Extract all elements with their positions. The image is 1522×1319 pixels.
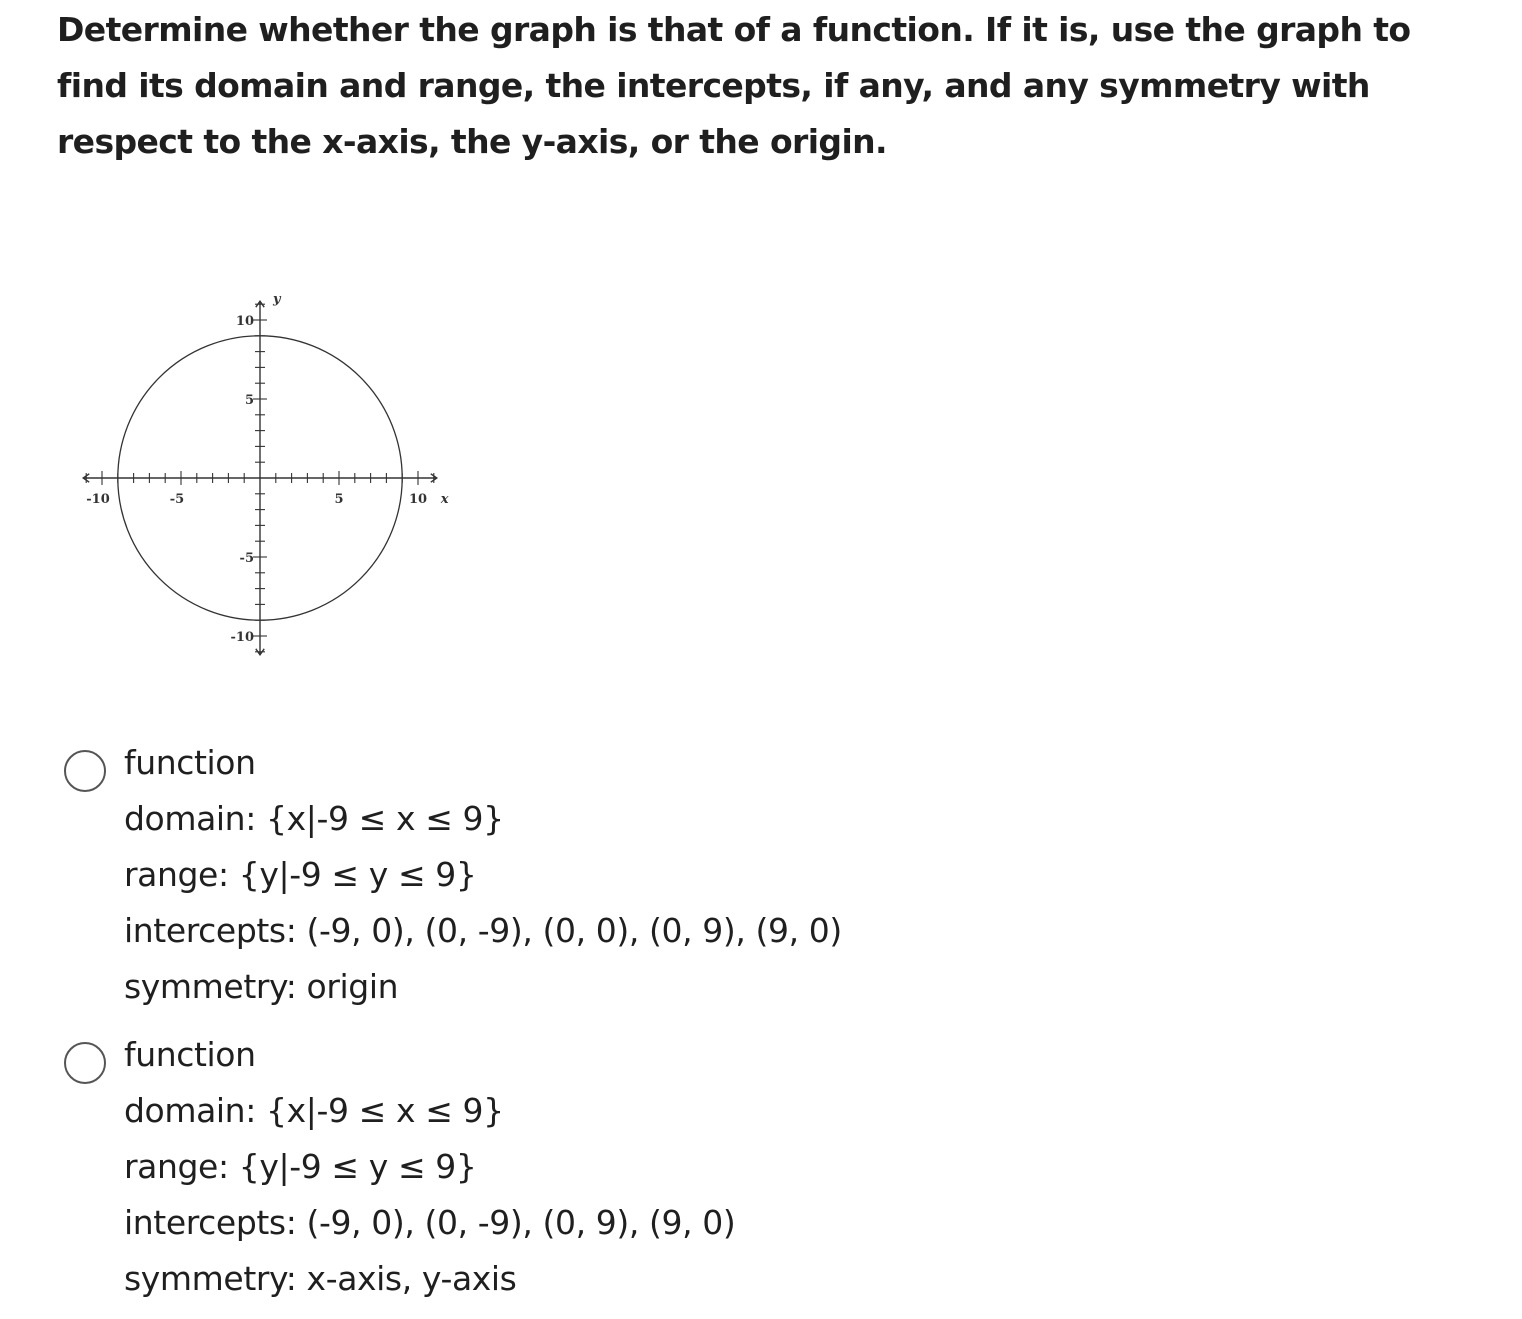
choice-1-intercepts: intercepts: (-9, 0), (0, -9), (0, 0), (0, 9), (9, 0) bbox=[124, 911, 842, 950]
answer-choices bbox=[64, 735, 1464, 1319]
choice-1-domain: domain: {x|-9 ≤ x ≤ 9} bbox=[124, 799, 504, 838]
circle-graph bbox=[52, 272, 472, 684]
choice-2-domain: domain: {x|-9 ≤ x ≤ 9} bbox=[124, 1091, 504, 1130]
y-tick-label-neg10: -10 bbox=[230, 630, 254, 645]
radio-button-1[interactable] bbox=[64, 750, 106, 792]
choice-2-type: function bbox=[124, 1035, 256, 1074]
y-axis-name: y bbox=[273, 292, 281, 308]
choice-2-symmetry: symmetry: x-axis, y-axis bbox=[124, 1259, 517, 1298]
x-tick-label-5: 5 bbox=[334, 492, 344, 507]
question-text: Determine whether the graph is that of a function. If it is, use the graph to find its domain and range, the intercepts, if any, and any symmetry with respect to the x-axis, the y-axis, or the origin. bbox=[57, 10, 1411, 161]
y-tick-label-neg5: -5 bbox=[239, 551, 254, 566]
graph-svg bbox=[52, 272, 472, 684]
choice-1-symmetry: symmetry: origin bbox=[124, 967, 399, 1006]
answer-choice-2[interactable] bbox=[64, 1027, 1464, 1307]
choice-2-range: range: {y|-9 ≤ y ≤ 9} bbox=[124, 1147, 477, 1186]
x-axis-name: x bbox=[440, 492, 449, 507]
choice-1-type: function bbox=[124, 743, 256, 782]
radio-button-2[interactable] bbox=[64, 1042, 106, 1084]
choice-2-intercepts: intercepts: (-9, 0), (0, -9), (0, 9), (9, 0) bbox=[124, 1203, 736, 1242]
x-tick-label-neg10: -10 bbox=[86, 492, 110, 507]
x-tick-label-10: 10 bbox=[408, 492, 428, 507]
y-tick-label-10: 10 bbox=[235, 314, 254, 329]
y-tick-label-5: 5 bbox=[244, 393, 254, 408]
answer-choice-1[interactable] bbox=[64, 735, 1464, 1015]
choice-1-range: range: {y|-9 ≤ y ≤ 9} bbox=[124, 855, 477, 894]
x-tick-label-neg5: -5 bbox=[169, 492, 185, 507]
